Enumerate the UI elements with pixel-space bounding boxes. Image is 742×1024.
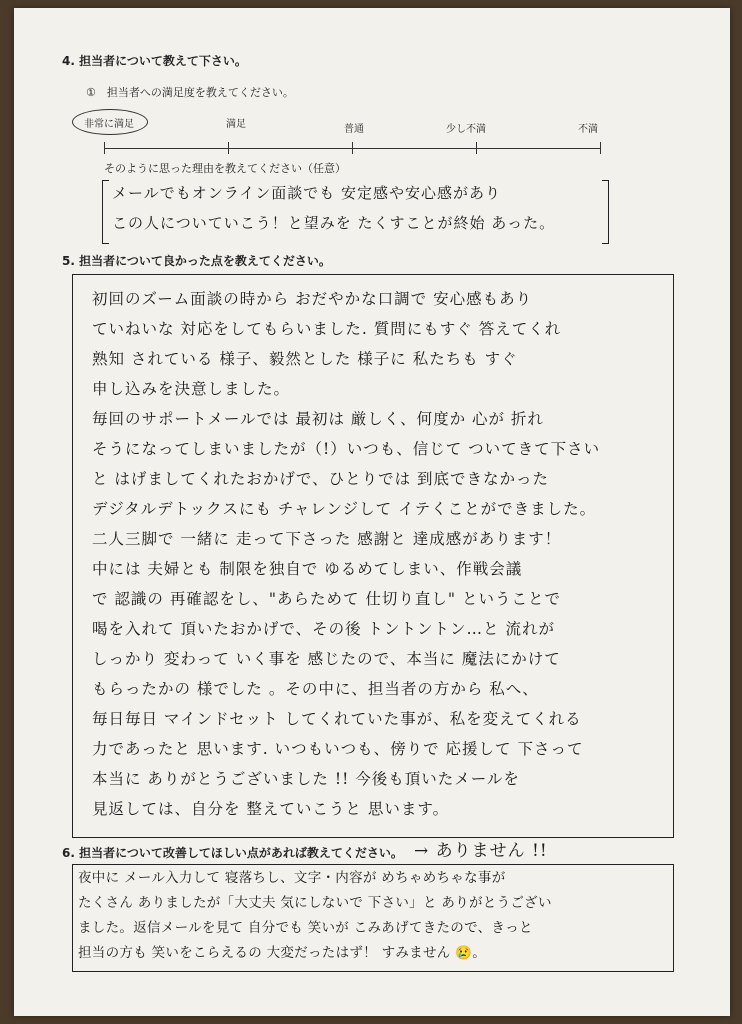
answer-line: 初回のズーム面談の時から おだやかな口調で 安心感もあり (92, 290, 533, 308)
scale-option-slightly-dissatisfied: 少し不満 (446, 124, 486, 135)
answer-line: 力であったと 思います. いつもいつも、傍りで 応援して 下さって (92, 740, 584, 758)
question-6-title: 6. 担当者について改善してほしい点があれば教えてください。 (62, 846, 403, 860)
answer-line: 本当に ありがとうございました !! 今後も頂いたメールを (92, 770, 520, 788)
question-4-sub: ① 担当者への満足度を教えてください。 (86, 86, 294, 99)
answer-line: と はげましてくれたおかげで、ひとりでは 到底できなかった (92, 470, 550, 488)
answer-line: 中には 夫婦とも 制限を独自で ゆるめてしまい、作戦会議 (92, 560, 523, 578)
answer-line: ていねいな 対応をしてもらいました. 質問にもすぐ 答えてくれ (92, 320, 562, 338)
answer-line: 夜中に メール入力して 寝落ちし、文字・内容が めちゃめちゃな事が (78, 870, 506, 886)
answer-line: もらったかの 様でした 。その中に、担当者の方から 私へ、 (92, 680, 539, 698)
answer-line: 毎日毎日 マインドセット してくれていた事が、私を変えてくれる (92, 710, 582, 728)
answer-line: 喝を入れて 頂いたおかげで、その後 トントントン…と 流れが (92, 620, 555, 638)
scale-option-neutral: 普通 (344, 124, 364, 135)
answer-line: で 認識の 再確認をし、"あらためて 仕切り直し" ということで (92, 590, 561, 608)
reason-line: この人についていこう！と望みを たくすことが終始 あった。 (112, 214, 556, 232)
reason-line: メールでもオンライン面談でも 安定感や安心感があり (112, 184, 502, 202)
answer-line: たくさん ありましたが「大丈夫 気にしないで 下さい」と ありがとうござい (78, 895, 552, 911)
answer-line: ました。返信メールを見て 自分でも 笑いが こみあげてきたので、きっと (78, 920, 533, 936)
answer-line: デジタルデトックスにも チャレンジして イテくことができました。 (92, 500, 597, 518)
reason-label: そのように思った理由を教えてください（任意） (104, 162, 346, 175)
answer-line: 毎回のサポートメールでは 最初は 厳しく、何度か 心が 折れ (92, 410, 544, 428)
answer-line: 見返しては、自分を 整えていこうと 思います。 (92, 800, 450, 818)
answer-line: しっかり 変わって いく事を 感じたので、本当に 魔法にかけて (92, 650, 561, 668)
answer-line: 担当の方も 笑いをこらえるの 大変だったはず！ すみません 😢。 (78, 945, 487, 961)
scale-option-dissatisfied: 不満 (578, 124, 598, 135)
answer-line: 熟知 されている 様子、毅然とした 様子に 私たちも すぐ (92, 350, 518, 368)
question-4-title: 4. 担当者について教えて下さい。 (62, 54, 247, 68)
answer-line: 二人三脚で 一緒に 走って下さった 感謝と 達成感があります！ (92, 530, 562, 548)
answer-line: 申し込みを決意しました。 (92, 380, 291, 398)
scale-option-very-satisfied: 非常に満足 (84, 119, 134, 130)
answer-line: そうになってしまいましたが（!）いつも、信じて ついてきて下さい (92, 440, 601, 458)
scale-option-satisfied: 満足 (226, 119, 246, 130)
question-5-title: 5. 担当者について良かった点を教えてください。 (62, 254, 331, 268)
survey-sheet (14, 8, 730, 1016)
q5-answer-text (92, 284, 600, 824)
q6-short-answer: → ありません !! (414, 841, 548, 861)
q6-answer-text (78, 866, 552, 966)
